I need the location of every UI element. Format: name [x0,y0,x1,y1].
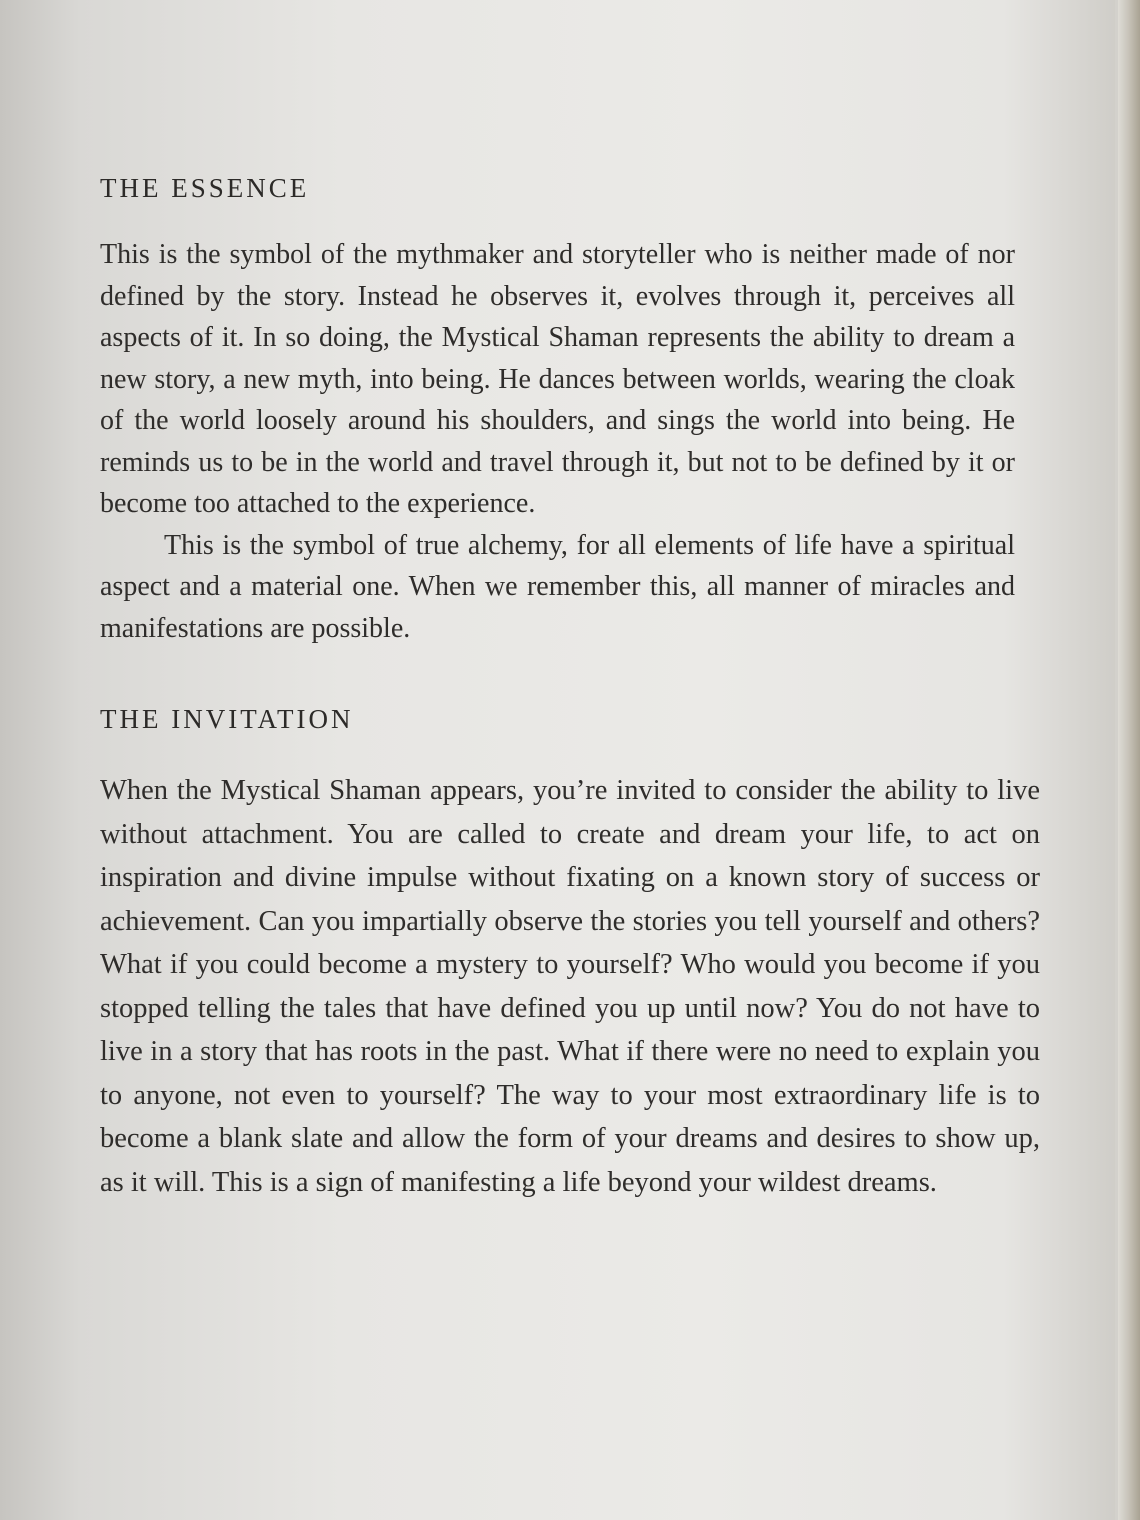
page-edge [1115,0,1118,1520]
invitation-heading: THE INVITATION [100,704,354,734]
essence-heading: THE ESSENCE [100,173,310,203]
essence-paragraph-1: This is the symbol of the mythmaker and storyteller who is neither made of nor defined by the story. Instead he observes it, evolves through it, perceives all aspects of it. In so doing, the Mystical Shaman represents the ability to dream a new story, a new myth, into being. He dances between worlds, wearing the cloak of the world loosely around his shoulders, and sings the world into being. He reminds us to be in the world and travel through it, but not to be defined by it or become too attached to the experience. [100,239,1015,519]
essence-section [100,168,1015,649]
page-content [100,168,1040,1204]
invitation-paragraph: When the Mystical Shaman appears, you’re invited to consider the ability to live without attachment. You are called to create and dream your life, to act on inspiration and divine impulse without fixating on a known story of success or achievement. Can you impartially observe the stories you tell yourself and others? What if you could become a mystery to yourself? Who would you become if you stopped telling the tales that have defined you up until now? You do not have to live in a story that has roots in the past. What if there were no need to explain you to anyone, not even to yourself? The way to your most extraordinary life is to become a blank slate and allow the form of your dreams and desires to show up, as it will. This is a sign of manifesting a life beyond your wildest dreams. [100,775,1040,1198]
essence-paragraph-2: This is the symbol of true alchemy, for all elements of life have a spiritual aspect and a material one. When we remember this, all manner of miracles and manifestations are possible. [100,529,1015,644]
invitation-section [100,699,1040,1204]
book-spine-edge [1118,0,1140,1520]
